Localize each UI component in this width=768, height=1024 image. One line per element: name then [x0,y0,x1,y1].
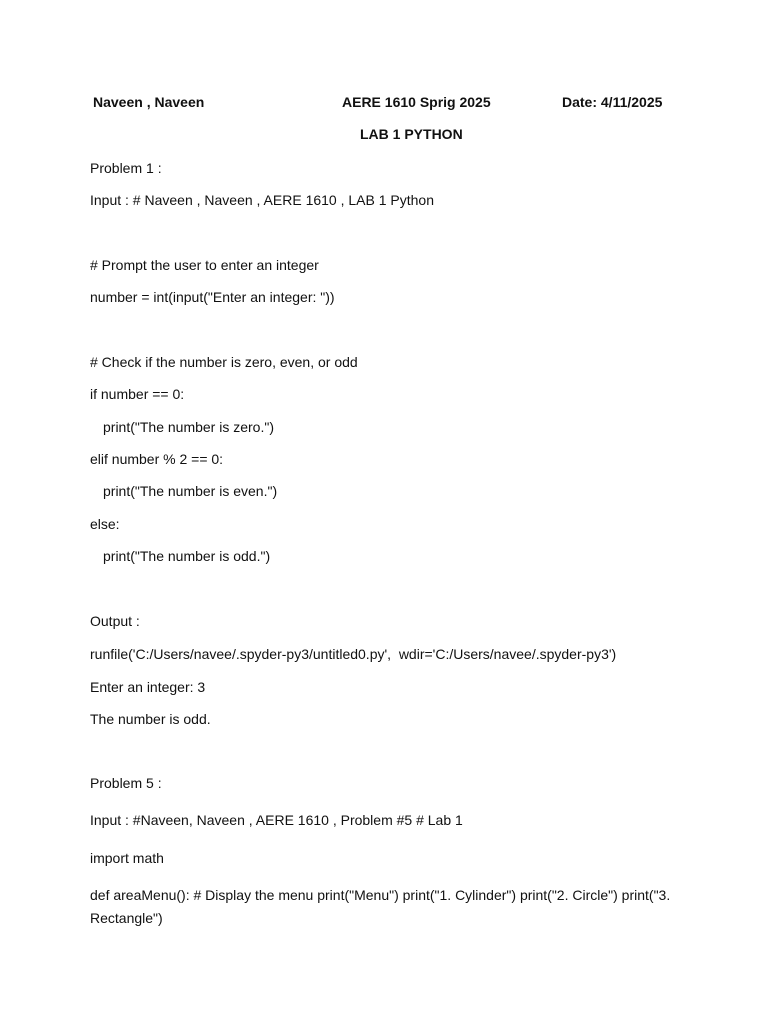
code-line: print("The number is zero.") [103,419,274,435]
author-name: Naveen , Naveen [93,94,205,110]
problem5-import-line: import math [90,850,164,866]
code-line: if number == 0: [90,386,185,402]
output-heading: Output : [90,613,140,629]
code-line: # Prompt the user to enter an integer [90,257,319,273]
code-line: print("The number is even.") [103,483,278,499]
problem5-heading: Problem 5 : [90,775,162,791]
course-label: AERE 1610 Sprig 2025 [342,94,491,110]
problem1-input-line: Input : # Naveen , Naveen , AERE 1610 , LAB 1 Python [90,192,434,208]
output-line: Enter an integer: 3 [90,679,206,695]
code-line: # Check if the number is zero, even, or odd [90,354,358,370]
code-line: number = int(input("Enter an integer: ")) [90,289,335,305]
date-label: Date: 4/11/2025 [562,94,663,110]
problem1-heading: Problem 1 : [90,160,162,176]
problem5-def-line: def areaMenu(): # Display the menu print("Menu") print("1. Cylinder") print("2. Circle") print("3. Rectangle") [90,887,671,926]
output-line: The number is odd. [90,711,211,727]
page-title: LAB 1 PYTHON [360,126,463,142]
code-line: else: [90,516,120,532]
code-line: elif number % 2 == 0: [90,451,224,467]
code-line: print("The number is odd.") [103,548,271,564]
output-line: runfile('C:/Users/navee/.spyder-py3/untitled0.py', wdir='C:/Users/navee/.spyder-py3') [90,646,617,662]
problem5-input-line: Input : #Naveen, Naveen , AERE 1610 , Problem #5 # Lab 1 [90,812,463,828]
